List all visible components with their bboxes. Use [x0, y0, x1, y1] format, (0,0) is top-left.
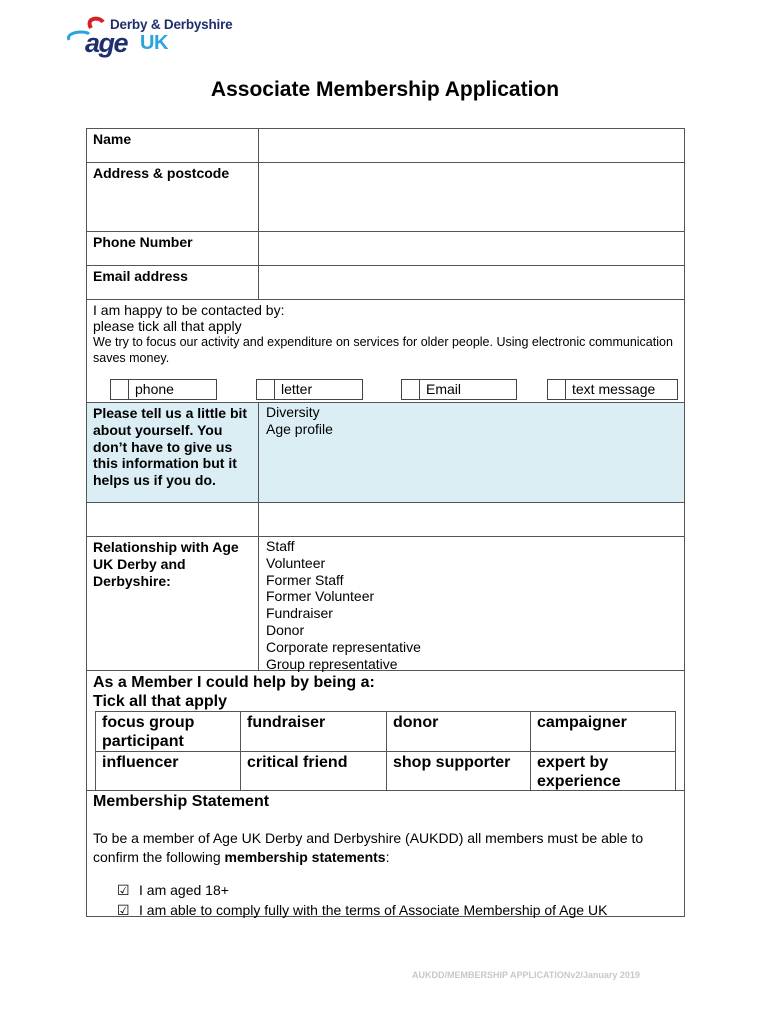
relationship-item: Fundraiser	[266, 605, 333, 622]
email-row	[87, 266, 684, 300]
about-item-age-profile: Age profile	[266, 420, 333, 437]
footer-reference: AUKDD/MEMBERSHIP APPLICATIONv2/January 2019	[412, 970, 640, 980]
name-input[interactable]	[259, 129, 684, 162]
contact-prompt: I am happy to be contacted by: please tick all that apply	[93, 302, 285, 334]
statement-row	[87, 791, 684, 916]
help-option-campaigner[interactable]: campaigner	[537, 714, 627, 731]
email-label: Email address	[93, 268, 188, 284]
contact-row	[87, 300, 684, 403]
contact-option-phone[interactable]: phone	[110, 379, 217, 400]
application-form	[86, 128, 685, 917]
relationship-item: Staff	[266, 538, 295, 554]
checked-box-icon: ☑	[117, 882, 130, 898]
about-yourself-row	[87, 403, 684, 503]
logo-uk-text: UK	[140, 32, 168, 54]
relationship-item: Corporate representative	[266, 638, 421, 655]
address-input[interactable]	[259, 163, 684, 231]
help-option-focus-group[interactable]: focus group participant	[102, 714, 195, 750]
relationship-item: Former Volunteer	[266, 588, 375, 605]
contact-option-email[interactable]: Email	[401, 379, 517, 400]
statement-item-age: ☑ I am aged 18+	[117, 882, 229, 898]
statement-item-comply: ☑ I am able to comply fully with the terms of Associate Membership of Age UK	[117, 902, 608, 918]
page-title: Associate Membership Application	[210, 78, 560, 101]
name-row	[87, 129, 684, 163]
email-input[interactable]	[259, 266, 684, 299]
relationship-item: Former Staff	[266, 571, 344, 588]
about-label: Please tell us a little bit about yourself. You don’t have to give us this information but it helps us if you do.	[93, 405, 248, 489]
contact-option-text-message[interactable]: text message	[547, 379, 678, 400]
help-options-grid	[95, 711, 676, 791]
relationship-item: Group representative	[266, 655, 398, 672]
help-option-influencer[interactable]: influencer	[102, 754, 179, 771]
letter-checkbox[interactable]	[257, 380, 275, 399]
relationship-item: Volunteer	[266, 554, 326, 571]
phone-label: Phone Number	[93, 234, 193, 250]
help-option-shop-supporter[interactable]: shop supporter	[393, 754, 511, 771]
address-row	[87, 163, 684, 232]
phone-checkbox[interactable]	[111, 380, 129, 399]
phone-input[interactable]	[259, 232, 684, 265]
help-option-donor[interactable]: donor	[393, 714, 439, 731]
statement-heading: Membership Statement	[93, 793, 270, 810]
relationship-row	[87, 537, 684, 671]
relationship-items	[266, 538, 421, 672]
name-label: Name	[93, 131, 132, 147]
relationship-item: Donor	[266, 621, 305, 638]
age-uk-logo	[63, 14, 233, 56]
help-option-critical-friend[interactable]: critical friend	[247, 754, 348, 771]
about-item-diversity: Diversity	[266, 404, 320, 420]
help-option-expert-by-experience[interactable]: expert by experience	[537, 754, 621, 790]
contact-option-letter[interactable]: letter	[256, 379, 363, 400]
contact-note: We try to focus our activity and expenditure on services for older people. Using electronic communication saves money.	[93, 335, 673, 365]
help-heading: As a Member I could help by being a: Tick all that apply	[93, 674, 375, 710]
blank-row	[87, 503, 684, 537]
phone-row	[87, 232, 684, 266]
address-label: Address & postcode	[93, 165, 230, 181]
about-items	[266, 404, 333, 438]
email-checkbox[interactable]	[402, 380, 420, 399]
help-option-fundraiser[interactable]: fundraiser	[247, 714, 326, 731]
logo-age-text: age	[85, 28, 128, 58]
text-message-checkbox[interactable]	[548, 380, 566, 399]
help-row	[87, 671, 684, 791]
statement-intro: To be a member of Age UK Derby and Derbyshire (AUKDD) all members must be able to confirm the following membership statements:	[93, 830, 644, 865]
logo-org-name: Derby & Derbyshire	[110, 17, 233, 32]
checked-box-icon: ☑	[117, 902, 130, 918]
relationship-label: Relationship with Age UK Derby and Derbyshire:	[93, 539, 239, 589]
